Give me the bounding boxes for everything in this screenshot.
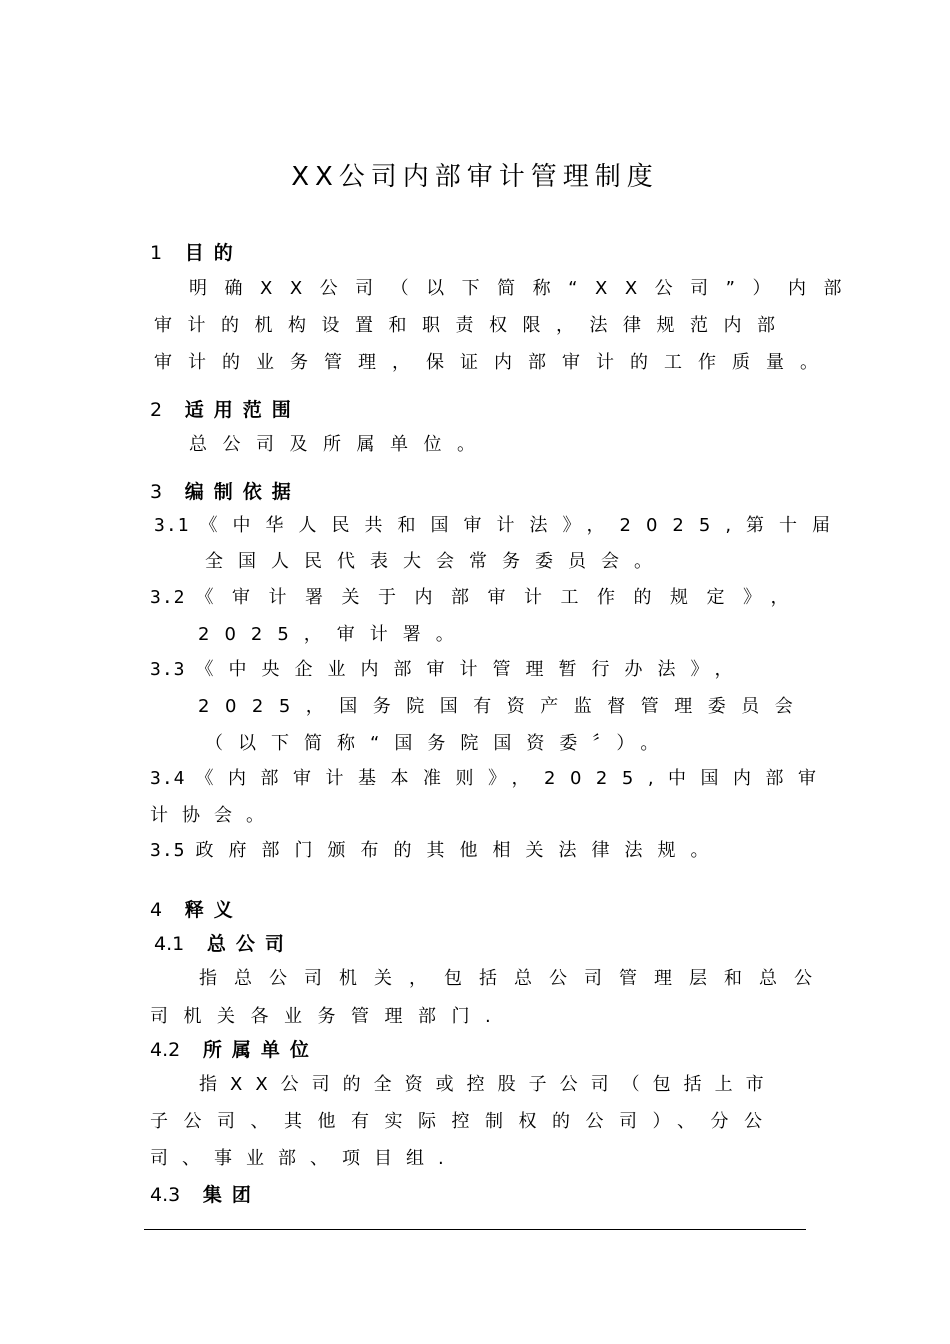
section-number: 1	[150, 242, 163, 264]
footer-rule	[144, 1229, 806, 1230]
section-2-heading	[150, 395, 301, 422]
item-number: 3.4	[150, 768, 186, 789]
subsection-title: 总公司	[206, 933, 294, 955]
paragraph-line: 司、事业部、项目组.	[150, 1148, 458, 1169]
section-number: 4	[150, 899, 163, 921]
item-text: 政府部门颁布的其他相关法律法规。	[195, 840, 724, 861]
document-title: XX公司内部审计管理制度	[291, 162, 659, 192]
paragraph-line: 指总公司机关，包括总公司管理层和总公	[199, 968, 829, 989]
paragraph-line: 2025，审计署。	[198, 624, 469, 645]
section-title: 编制依据	[184, 481, 301, 503]
section-1-heading	[150, 238, 243, 265]
paragraph-line: （以下简称“国务院国资委〞）。	[205, 733, 674, 754]
paragraph-line: 总公司及所属单位。	[189, 434, 491, 455]
item-number: 3.1	[154, 515, 190, 536]
section-3-heading	[150, 477, 301, 504]
item-text: 《中央企业内部审计管理暂行办法》，	[195, 659, 748, 680]
section-number: 2	[150, 399, 163, 421]
paragraph-line: 2025，国务院国有资产监督管理委员会	[198, 696, 809, 717]
list-item-3-2	[150, 583, 807, 609]
subsection-number: 4.3	[150, 1184, 181, 1206]
paragraph-line: 子公司、其他有实际控制权的公司）、分公	[150, 1111, 778, 1132]
paragraph-line: 指XX公司的全资或控股子公司（包括上市	[199, 1074, 777, 1095]
paragraph-line: 计协会。	[150, 805, 278, 826]
subsection-title: 所属单位	[202, 1039, 319, 1061]
item-text: 《内部审计基本准则》，2025,中国内部审	[195, 768, 831, 789]
item-text: 《中华人民共和国审计法》，2025,第十届	[199, 515, 846, 536]
paragraph-line: 明确XX公司（以下简称“XX公司”）内部	[189, 278, 859, 299]
paragraph-line: 司机关各业务管理部门.	[150, 1006, 507, 1027]
item-number: 3.3	[150, 659, 186, 680]
paragraph-line: 审计的机构设置和职责权限，法律规范内部	[154, 315, 791, 336]
subsection-4-3-heading	[150, 1180, 261, 1207]
subsection-4-1-heading	[154, 929, 294, 956]
section-number: 3	[150, 481, 163, 503]
section-title: 释义	[184, 899, 243, 921]
item-number: 3.2	[150, 587, 186, 608]
paragraph-line: 全国人民代表大会常务委员会。	[205, 551, 667, 572]
subsection-title: 集团	[202, 1184, 261, 1206]
list-item-3-3	[150, 655, 748, 681]
item-text: 《审计署关于内部审计工作的规定》，	[195, 587, 808, 608]
paragraph-line: 审计的业务管理，保证内部审计的工作质量。	[154, 352, 834, 373]
section-title: 目的	[184, 242, 243, 264]
item-number: 3.5	[150, 840, 186, 861]
list-item-3-1	[154, 511, 845, 537]
list-item-3-5	[150, 836, 724, 862]
subsection-number: 4.2	[150, 1039, 181, 1061]
section-title: 适用范围	[184, 399, 301, 421]
subsection-4-2-heading	[150, 1035, 319, 1062]
section-4-heading	[150, 895, 243, 922]
subsection-number: 4.1	[154, 933, 185, 955]
list-item-3-4	[150, 764, 831, 790]
